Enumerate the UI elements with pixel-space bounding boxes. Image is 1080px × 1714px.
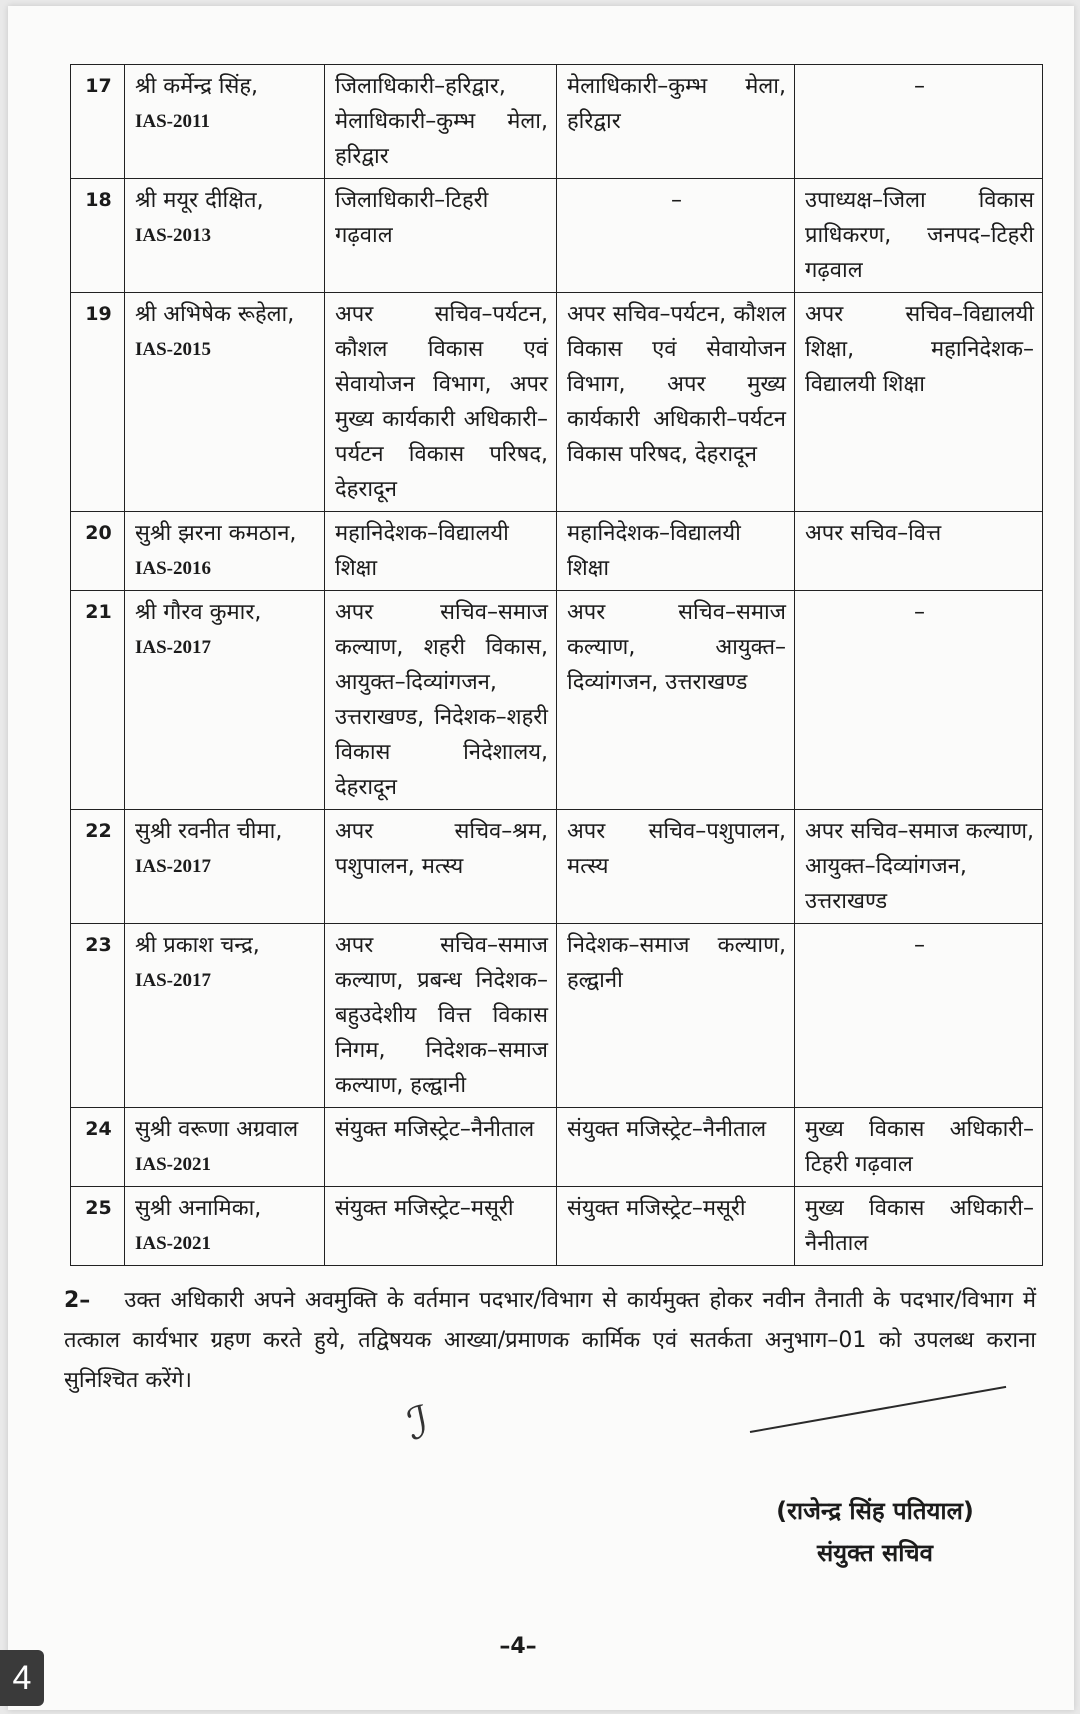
serial-number-cell: 25	[71, 1187, 125, 1266]
officer-name: श्री अभिषेक रूहेला,	[135, 302, 295, 327]
signatory-designation: संयुक्त सचिव	[816, 1539, 934, 1567]
current-posting-cell: जिलाधिकारी–टिहरी गढ़वाल	[325, 179, 557, 293]
officer-cell	[125, 512, 325, 591]
new-post-posting-cell: अपर सचिव–पशुपालन, मत्स्य	[557, 810, 795, 924]
new-post-posting-cell: मेलाधिकारी–कुम्भ मेला, हरिद्वार	[557, 65, 795, 179]
current-posting-cell: जिलाधिकारी–हरिद्वार, मेलाधिकारी–कुम्भ मेला, हरिद्वार	[325, 65, 557, 179]
officers-transfer-table	[70, 64, 1043, 1266]
paragraph-text: उक्त अधिकारी अपने अवमुक्ति के वर्तमान पदभार/विभाग से कार्यमुक्त होकर नवीन तैनाती के पदभार/विभाग में तत्काल कार्यभार ग्रहण करते हुये, तद्विषयक आख्या/प्रमाणक कार्मिक एवं सतर्कता अनुभाग–01 को उपलब्ध कराना सुनिश्चित करेंगे।	[64, 1288, 1036, 1393]
officer-name: श्री प्रकाश चन्द्र,	[135, 933, 260, 958]
new-post-posting-cell: संयुक्त मजिस्ट्रेट–नैनीताल	[557, 1108, 795, 1187]
officer-batch: IAS-2021	[135, 1233, 212, 1254]
additional-posting-cell: अपर सचिव–समाज कल्याण, आयुक्त–दिव्यांगजन, उत्तराखण्ड	[795, 810, 1043, 924]
table-row	[71, 1187, 1043, 1266]
current-posting-cell: संयुक्त मजिस्ट्रेट–नैनीताल	[325, 1108, 557, 1187]
officer-batch: IAS-2015	[135, 339, 212, 360]
officer-cell	[125, 293, 325, 512]
serial-number-cell: 22	[71, 810, 125, 924]
table-row	[71, 65, 1043, 179]
table-row	[71, 924, 1043, 1108]
officer-cell	[125, 591, 325, 810]
signatory-name: (राजेन्द्र सिंह पतियाल)	[776, 1497, 974, 1525]
table-row	[71, 1108, 1043, 1187]
officer-batch: IAS-2021	[135, 1154, 212, 1175]
officer-name: सुश्री झरना कमठान,	[135, 521, 297, 546]
additional-posting-cell: अपर सचिव–वित्त	[795, 512, 1043, 591]
officer-batch: IAS-2017	[135, 970, 212, 991]
additional-posting-cell: –	[795, 924, 1043, 1108]
current-posting-cell: अपर सचिव–समाज कल्याण, शहरी विकास, आयुक्त–दिव्यांगजन, उत्तराखण्ड, निदेशक–शहरी विकास निदेशालय, देहरादून	[325, 591, 557, 810]
paragraph-number: 2–	[64, 1288, 91, 1313]
officer-cell	[125, 179, 325, 293]
serial-number-cell: 23	[71, 924, 125, 1108]
officer-batch: IAS-2011	[135, 111, 210, 132]
officer-cell	[125, 924, 325, 1108]
new-post-posting-cell: –	[557, 179, 795, 293]
additional-posting-cell: मुख्य विकास अधिकारी–टिहरी गढ़वाल	[795, 1108, 1043, 1187]
additional-posting-cell: उपाध्यक्ष–जिला विकास प्राधिकरण, जनपद–टिहरी गढ़वाल	[795, 179, 1043, 293]
new-post-posting-cell: संयुक्त मजिस्ट्रेट–मसूरी	[557, 1187, 795, 1266]
officer-cell	[125, 1187, 325, 1266]
officer-name: श्री गौरव कुमार,	[135, 600, 262, 625]
current-posting-cell: संयुक्त मजिस्ट्रेट–मसूरी	[325, 1187, 557, 1266]
additional-posting-cell: मुख्य विकास अधिकारी–नैनीताल	[795, 1187, 1043, 1266]
additional-posting-cell: –	[795, 65, 1043, 179]
serial-number-cell: 24	[71, 1108, 125, 1187]
officer-batch: IAS-2013	[135, 225, 212, 246]
officer-name: सुश्री अनामिका,	[135, 1196, 262, 1221]
instruction-paragraph	[64, 1281, 1036, 1401]
officer-cell	[125, 810, 325, 924]
current-posting-cell: अपर सचिव–श्रम, पशुपालन, मत्स्य	[325, 810, 557, 924]
table-row	[71, 293, 1043, 512]
new-post-posting-cell: महानिदेशक–विद्यालयी शिक्षा	[557, 512, 795, 591]
current-posting-cell: अपर सचिव–पर्यटन, कौशल विकास एवं सेवायोजन विभाग, अपर मुख्य कार्यकारी अधिकारी–पर्यटन विकास परिषद, देहरादून	[325, 293, 557, 512]
current-posting-cell: अपर सचिव–समाज कल्याण, प्रबन्ध निदेशक–बहुउदेशीय वित्त विकास निगम, निदेशक–समाज कल्याण, हल्द्वानी	[325, 924, 557, 1108]
officer-name: सुश्री रवनीत चीमा,	[135, 819, 283, 844]
table-row	[71, 179, 1043, 293]
serial-number-cell: 18	[71, 179, 125, 293]
officer-cell	[125, 65, 325, 179]
table-row	[71, 810, 1043, 924]
page-indicator-badge[interactable]: 4	[0, 1650, 44, 1706]
additional-posting-cell: –	[795, 591, 1043, 810]
officer-batch: IAS-2017	[135, 856, 212, 877]
new-post-posting-cell: निदेशक–समाज कल्याण, हल्द्वानी	[557, 924, 795, 1108]
new-post-posting-cell: अपर सचिव–समाज कल्याण, आयुक्त–दिव्यांगजन, उत्तराखण्ड	[557, 591, 795, 810]
officer-cell	[125, 1108, 325, 1187]
officer-name: सुश्री वरूणा अग्रवाल	[135, 1117, 299, 1142]
page-number: –4–	[499, 1634, 537, 1659]
serial-number-cell: 20	[71, 512, 125, 591]
table-row	[71, 591, 1043, 810]
officer-batch: IAS-2016	[135, 558, 212, 579]
officer-name: श्री मयूर दीक्षित,	[135, 188, 264, 213]
current-posting-cell: महानिदेशक–विद्यालयी शिक्षा	[325, 512, 557, 591]
officer-batch: IAS-2017	[135, 637, 212, 658]
additional-posting-cell: अपर सचिव–विद्यालयी शिक्षा, महानिदेशक–विद्यालयी शिक्षा	[795, 293, 1043, 512]
document-page	[8, 6, 1074, 1710]
new-post-posting-cell: अपर सचिव–पर्यटन, कौशल विकास एवं सेवायोजन विभाग, अपर मुख्य कार्यकारी अधिकारी–पर्यटन विकास परिषद, देहरादून	[557, 293, 795, 512]
officer-name: श्री कर्मेन्द्र सिंह,	[135, 74, 259, 99]
serial-number-cell: 21	[71, 591, 125, 810]
serial-number-cell: 19	[71, 293, 125, 512]
initials-mark: ℐ	[402, 1396, 434, 1451]
serial-number-cell: 17	[71, 65, 125, 179]
table-row	[71, 512, 1043, 591]
